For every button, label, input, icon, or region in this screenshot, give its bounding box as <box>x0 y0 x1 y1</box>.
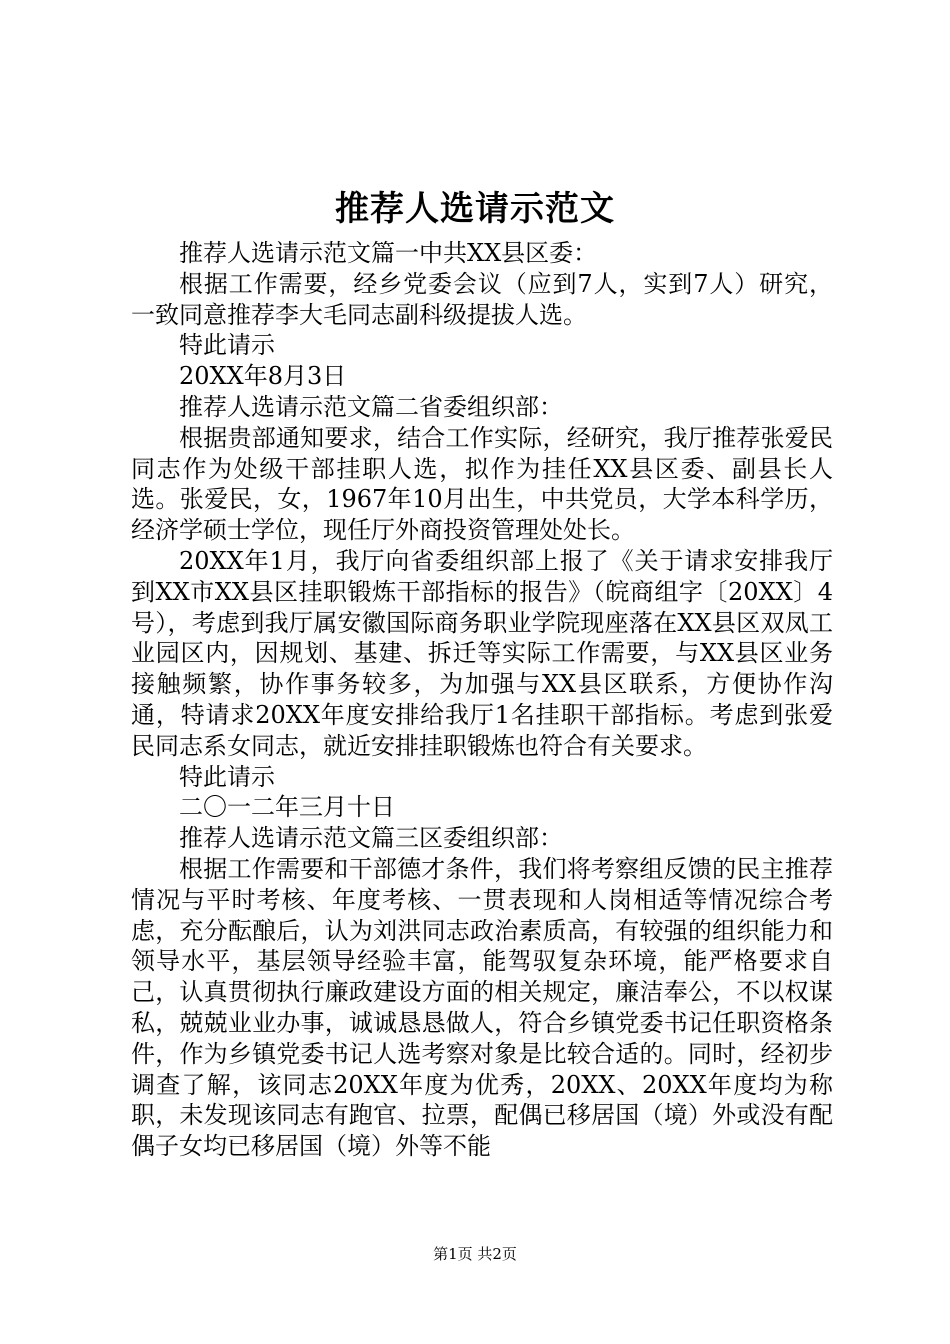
paragraph: 根据工作需要和干部德才条件，我们将考察组反馈的民主推荐情况与平时考核、年度考核、一贯表现和人岗相适等情况综合考虑，充分酝酿后，认为刘洪同志政治素质高，有较强的组织能力和领导水平，基层领导经验丰富，能驾驭复杂环境，能严格要求自己，认真贯彻执行廉政建设方面的相关规定，廉洁奉公，不以权谋私，兢兢业业办事，诚诚恳恳做人，符合乡镇党委书记任职资格条件，作为乡镇党委书记人选考察对象是比较合适的。同时，经初步调查了解，该同志20XX年度为优秀，20XX、20XX年度均为称职，未发现该同志有跑官、拉票，配偶已移居国（境）外或没有配偶子女均已移居国（境）外等不能 <box>131 854 833 1161</box>
paragraph: 根据贵部通知要求，结合工作实际，经研究，我厅推荐张爱民同志作为处级干部挂职人选，拟作为挂任XX县区委、副县长人选。张爱民，女，1967年10月出生，中共党员，大学本科学历，经济学硕士学位，现任厅外商投资管理处处长。 <box>131 423 833 545</box>
paragraph: 推荐人选请示范文篇二省委组织部： <box>179 392 563 421</box>
document-body <box>131 238 833 1162</box>
paragraph: 二〇一二年三月十日 <box>179 793 395 822</box>
document-title: 推荐人选请示范文 <box>335 189 615 229</box>
paragraph: 根据工作需要，经乡党委会议（应到7人，实到7人）研究，一致同意推荐李大毛同志副科级提拔人选。 <box>131 269 833 329</box>
paragraph: 推荐人选请示范文篇三区委组织部： <box>179 824 563 853</box>
paragraph: 推荐人选请示范文篇一中共XX县区委： <box>179 239 598 267</box>
paragraph: 20XX年8月3日 <box>179 362 347 391</box>
paragraph: 特此请示 <box>179 762 275 791</box>
paragraph: 特此请示 <box>179 331 275 360</box>
paragraph: 20XX年1月，我厅向省委组织部上报了《关于请求安排我厅到XX市XX县区挂职锻炼干部指标的报告》（皖商组字〔20XX〕4号），考虑到我厅属安徽国际商务职业学院现座落在XX县区双凤工业园区内，因规划、基建、拆迁等实际工作需要，与XX县区业务接触频繁，协作事务较多，为加强与XX县区联系，方便协作沟通，特请求20XX年度安排给我厅1名挂职干部指标。考虑到张爱民同志系女同志，就近安排挂职锻炼也符合有关要求。 <box>131 546 833 760</box>
page-number-footer: 第1页 共2页 <box>433 1245 517 1263</box>
